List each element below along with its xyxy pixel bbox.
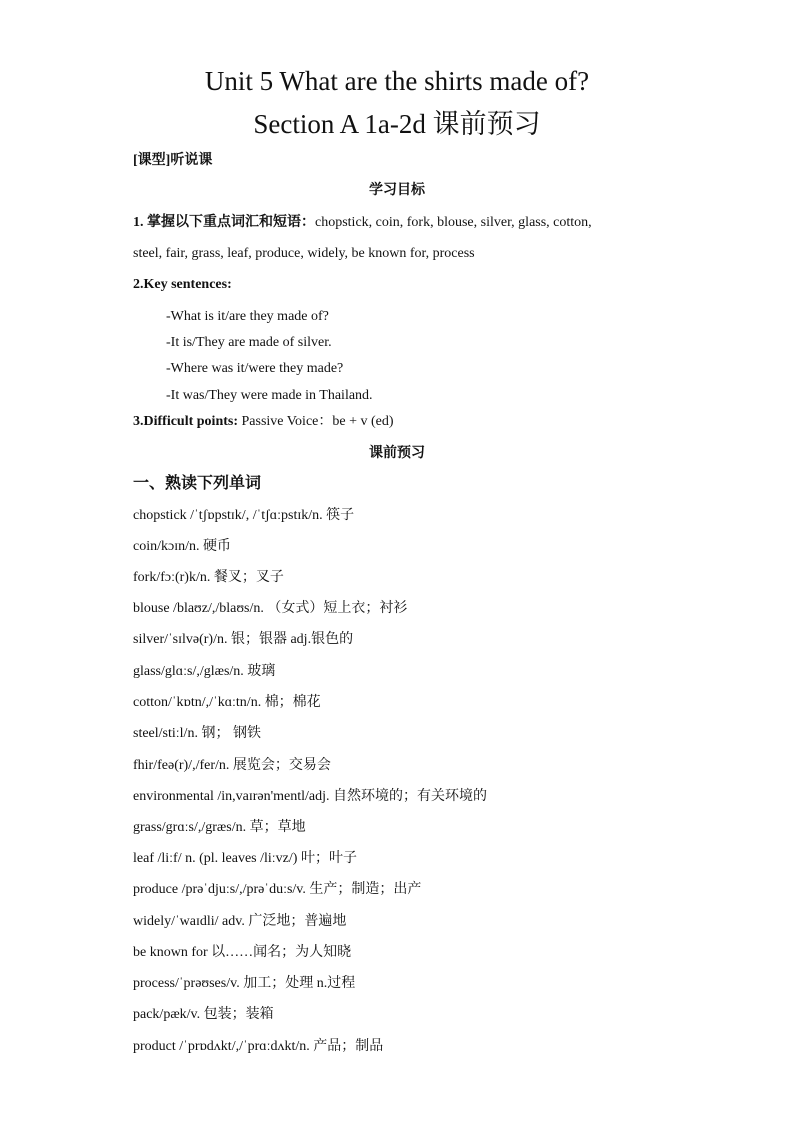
vocab-item: blouse /blaʊz/,/blaʊs/n. （女式）短上衣；衬衫 — [133, 601, 408, 616]
page-title: Unit 5 What are the shirts made of? — [204, 66, 590, 96]
preview-heading: 课前预习 — [369, 446, 425, 461]
vocab-item: environmental /in,vaɪrən'mentl/adj. 自然环境的；有关环境的 — [133, 789, 488, 804]
objective-1 — [133, 214, 592, 232]
key-sentence: -It is/They are made of silver. — [166, 335, 332, 350]
key-sentences-label: 2.Key sentences: — [133, 277, 232, 292]
vocab-item: silver/ˈsɪlvə(r)/n. 银；银器 adj.银色的 — [133, 632, 354, 647]
difficult-points — [133, 413, 394, 431]
key-sentence: -What is it/are they made of? — [166, 309, 329, 324]
vocab-item: fhir/feə(r)/,/fer/n. 展览会；交易会 — [133, 758, 331, 773]
lesson-type: [课型]听说课 — [133, 153, 213, 168]
objectives-heading: 学习目标 — [369, 183, 425, 198]
section-1-heading: 一、熟读下列单词 — [133, 475, 262, 492]
vocab-item: product /ˈprɒdʌkt/,/ˈprɑːdʌkt/n. 产品；制品 — [133, 1039, 384, 1054]
vocab-item: cotton/ˈkɒtn/,/ˈkɑːtn/n. 棉；棉花 — [133, 695, 321, 710]
key-sentence: -Where was it/were they made? — [166, 361, 344, 376]
objective-1-words-cont: steel, fair, grass, leaf, produce, widely, be known for, process — [133, 246, 475, 261]
vocab-item: fork/fɔː(r)k/n. 餐叉；叉子 — [133, 570, 284, 585]
vocab-item: leaf /liːf/ n. (pl. leaves /liːvz/) 叶；叶子 — [133, 851, 357, 866]
vocab-item: steel/stiːl/n. 钢； 钢铁 — [133, 726, 261, 741]
vocab-item: chopstick /ˈtʃɒpstɪk/, /ˈtʃɑːpstɪk/n. 筷子 — [133, 508, 355, 523]
vocab-item: grass/grɑːs/,/græs/n. 草；草地 — [133, 820, 306, 835]
vocab-item: glass/glɑːs/,/glæs/n. 玻璃 — [133, 664, 276, 679]
objective-1-label: 1. 掌握以下重点词汇和短语： — [133, 215, 315, 230]
vocab-item: be known for 以……闻名；为人知晓 — [133, 945, 352, 960]
vocab-item: process/ˈprəʊses/v. 加工；处理 n.过程 — [133, 976, 356, 991]
vocab-item: coin/kɔɪn/n. 硬币 — [133, 539, 231, 554]
vocab-item: widely/ˈwaɪdli/ adv. 广泛地；普遍地 — [133, 914, 347, 929]
objective-1-words: chopstick, coin, fork, blouse, silver, glass, cotton, — [315, 215, 592, 230]
key-sentence: -It was/They were made in Thailand. — [166, 388, 373, 403]
difficult-text: Passive Voice：be + v (ed) — [238, 414, 394, 429]
vocab-item: pack/pæk/v. 包装；装箱 — [133, 1007, 274, 1022]
vocab-item: produce /prəˈdjuːs/,/prəˈduːs/v. 生产；制造；出产 — [133, 882, 422, 897]
page-subtitle: Section A 1a-2d 课前预习 — [253, 109, 541, 139]
difficult-label: 3.Difficult points: — [133, 414, 238, 429]
